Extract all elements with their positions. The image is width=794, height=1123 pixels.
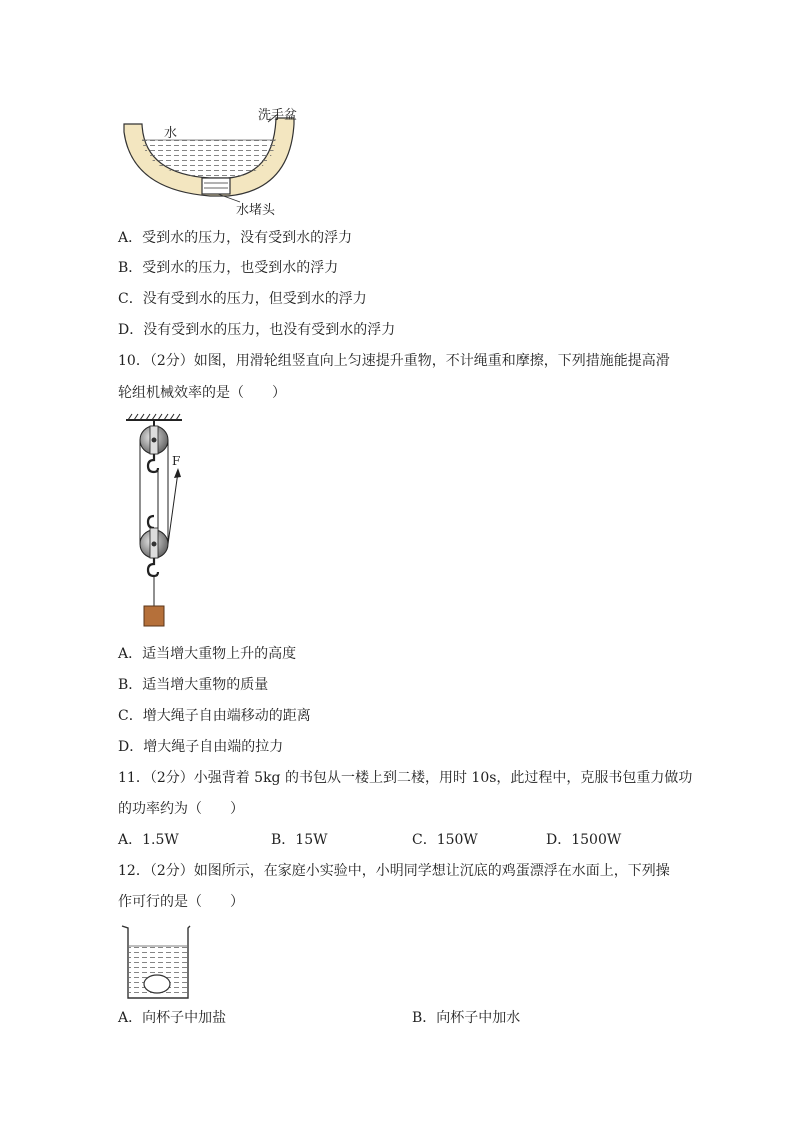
q12-stem-line1: 12．（2分）如图所示，在家庭小实验中，小明同学想让沉底的鸡蛋漂浮在水面上，下列操 (118, 863, 670, 879)
q11-option-c: C．150W (412, 832, 478, 848)
q11-stem-line1: 11．（2分）小强背着 5kg 的书包从一楼上到二楼，用时 10s，此过程中，克服书包重力做功 (118, 770, 693, 786)
q9-option-d: D．没有受到水的压力，也没有受到水的浮力 (118, 322, 396, 338)
pulley-figure (118, 412, 208, 632)
q9-option-a: A．受到水的压力，没有受到水的浮力 (118, 230, 353, 246)
q12-option-b: B．向杯子中加水 (412, 1010, 521, 1026)
q11-option-d: D．1500W (546, 832, 622, 848)
q10-stem-line2: 轮组机械效率的是（ ） (118, 385, 286, 401)
q9-option-c: C．没有受到水的压力，但受到水的浮力 (118, 291, 367, 307)
plug-label: 水堵头 (236, 203, 276, 218)
water-label: 水 (164, 126, 178, 141)
q11-option-a: A．1.5W (118, 832, 179, 848)
basin-figure (118, 98, 318, 220)
beaker-illustration (118, 920, 198, 1002)
q9-option-b: B．受到水的压力，也受到水的浮力 (118, 260, 339, 276)
q10-option-c: C．增大绳子自由端移动的距离 (118, 708, 311, 724)
q10-stem-line1: 10．（2分）如图，用滑轮组竖直向上匀速提升重物，不计绳重和摩擦，下列措施能提高滑 (118, 353, 670, 369)
q11-option-b: B．15W (271, 832, 328, 848)
q12-stem-line2: 作可行的是（ ） (118, 894, 244, 910)
force-label: F (172, 454, 181, 468)
q10-option-d: D．增大绳子自由端的拉力 (118, 739, 284, 755)
q10-option-a: A．适当增大重物上升的高度 (118, 646, 297, 662)
basin-label: 洗手盆 (258, 108, 298, 123)
pulley-illustration (118, 412, 208, 632)
q11-stem-line2: 的功率约为（ ） (118, 801, 244, 817)
q10-option-b: B．适当增大重物的质量 (118, 677, 269, 693)
q12-option-a: A．向杯子中加盐 (118, 1010, 227, 1026)
beaker-figure (118, 920, 198, 1002)
